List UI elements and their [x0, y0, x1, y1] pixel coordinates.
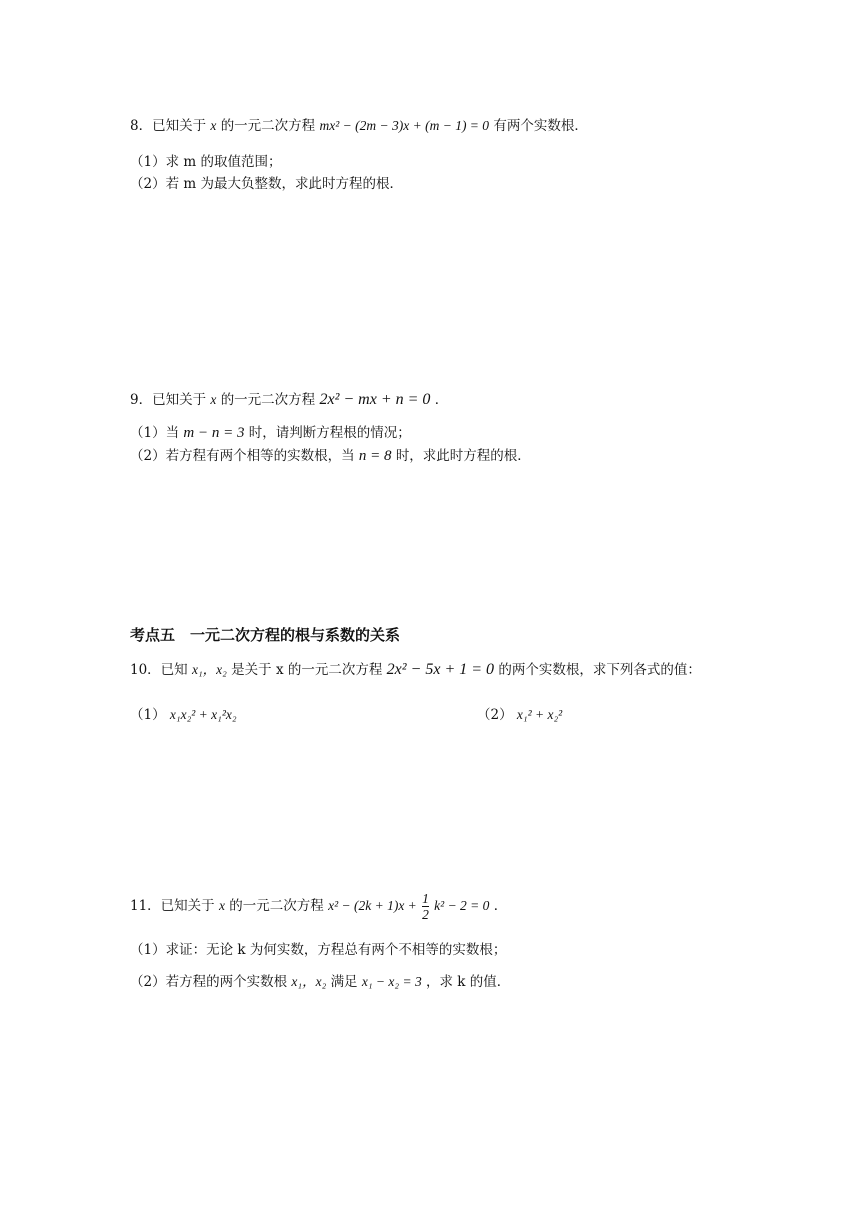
q10-stem-prefix: 10．已知 — [130, 662, 188, 678]
q10-part1-label: （1） — [130, 707, 166, 723]
q10-part2-label: （2） — [477, 707, 513, 723]
q9-stem-prefix: 9．已知关于 — [130, 392, 207, 408]
q10-stem-suffix: 的两个实数根，求下列各式的值： — [498, 662, 701, 678]
q9-part1 — [130, 423, 411, 443]
q11-equation-right: k² − 2 = 0 — [434, 898, 490, 913]
q8-equation: mx² − (2m − 3)x + (m − 1) = 0 — [319, 118, 490, 133]
q8-stem-prefix: 8．已知关于 — [130, 118, 207, 134]
q8-part1: （1）求 m 的取值范围； — [130, 154, 282, 170]
q11-stem — [130, 890, 507, 922]
q11-fraction-numerator: 1 — [422, 891, 429, 906]
q11-stem-mid: 的一元二次方程 — [229, 898, 324, 914]
q9-part2-equation: n = 8 — [358, 448, 392, 464]
section-heading: 考点五 一元二次方程的根与系数的关系 — [130, 626, 401, 644]
q11-part2-suffix: ，求 k 的值． — [426, 974, 511, 990]
q9-part2 — [130, 446, 531, 466]
q9-equation: 2x² − mx + n = 0 — [319, 391, 431, 408]
q11-fraction-denominator: 2 — [422, 907, 429, 922]
q10-stem — [130, 660, 701, 680]
q11-stem-suffix: ． — [493, 898, 508, 914]
q9-part2-suffix: 时，求此时方程的根． — [395, 448, 531, 464]
q9-var-x: x — [210, 392, 217, 407]
q11-fraction — [422, 891, 429, 922]
q9-stem-suffix: ． — [434, 392, 449, 408]
q11-equation-left: x² − (2k + 1)x + — [328, 898, 417, 913]
q11-part2-mid: 满足 — [330, 974, 358, 990]
q10-part2-expression: x₁² + x₂² — [516, 707, 563, 722]
q9-part2-prefix: （2）若方程有两个相等的实数根，当 — [130, 448, 355, 464]
q11-var-x: x — [218, 898, 225, 913]
q11-part2 — [130, 972, 510, 992]
q8-var-x: x — [210, 118, 217, 133]
q8-part2: （2）若 m 为最大负整数，求此时方程的根． — [130, 176, 403, 192]
q10-part1 — [130, 705, 237, 725]
q10-part2 — [477, 705, 562, 725]
q11-stem-prefix: 11．已知关于 — [130, 898, 215, 914]
q8-stem-suffix: 有两个实数根． — [493, 118, 588, 134]
q10-equation: 2x² − 5x + 1 = 0 — [386, 661, 495, 678]
q8-stem — [130, 116, 588, 136]
q11-part1: （1）求证：无论 k 为何实数，方程总有两个不相等的实数根； — [130, 942, 507, 958]
q8-stem-mid: 的一元二次方程 — [220, 118, 316, 134]
q9-part1-suffix: 时，请判断方程根的情况； — [248, 425, 411, 441]
q11-part2-equation: x₁ − x₂ = 3 — [361, 974, 422, 989]
q9-stem — [130, 390, 448, 410]
q10-roots: x₁，x₂ — [191, 662, 227, 677]
q11-part2-prefix: （2）若方程的两个实数根 — [130, 974, 288, 990]
q9-part1-prefix: （1）当 — [130, 425, 180, 441]
q9-part1-equation: m − n = 3 — [183, 425, 245, 441]
q11-part2-roots: x₁，x₂ — [291, 974, 327, 989]
q9-stem-mid: 的一元二次方程 — [220, 392, 316, 408]
q10-stem-mid: 是关于 x 的一元二次方程 — [231, 662, 383, 678]
q10-part1-expression: x₁x₂² + x₁²x₂ — [169, 707, 237, 722]
